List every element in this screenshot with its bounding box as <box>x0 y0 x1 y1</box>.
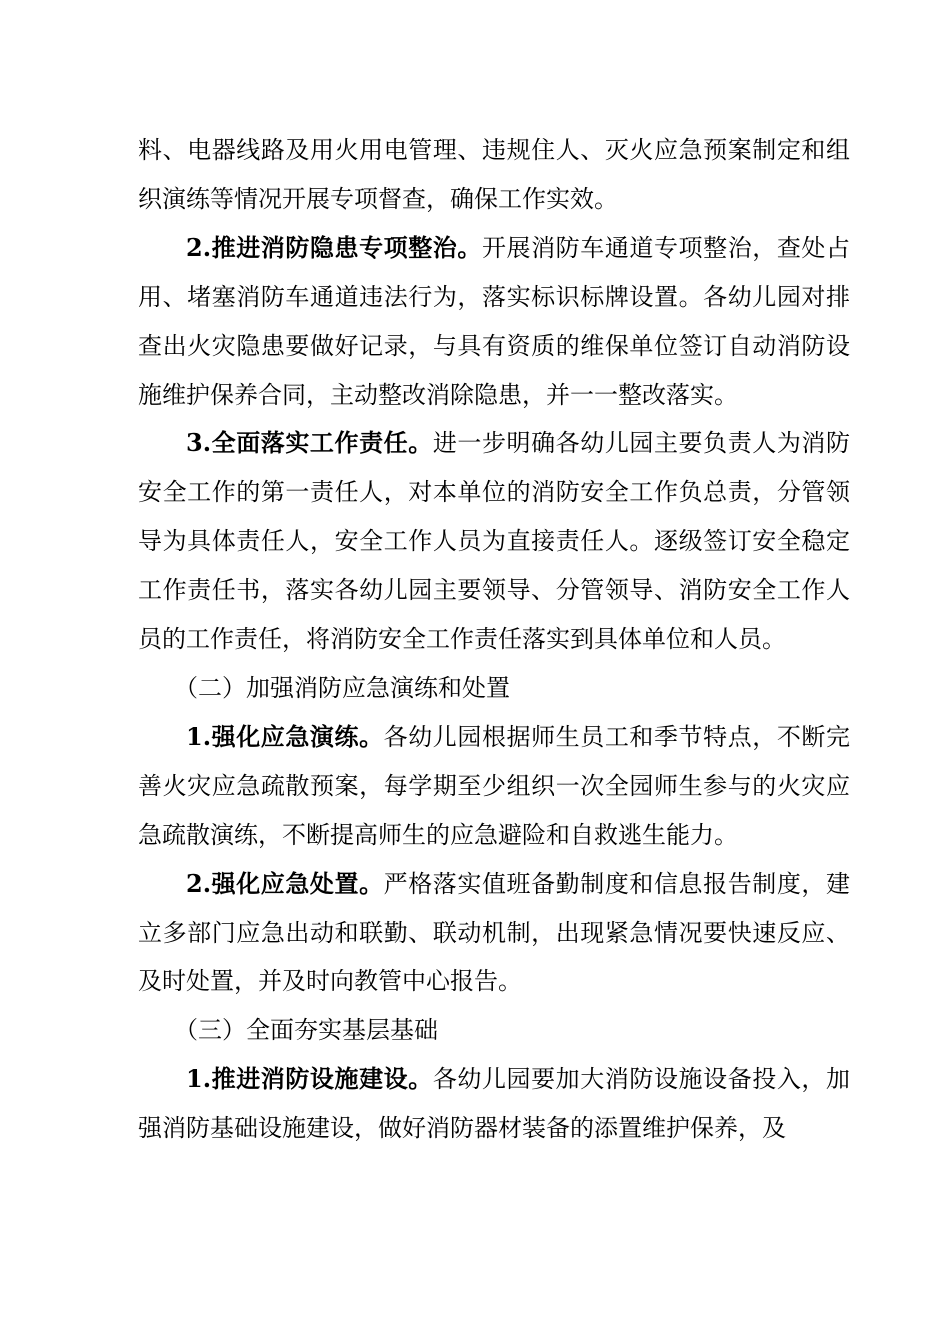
paragraph-fire-hazard-rectification <box>138 224 850 420</box>
section-heading-emergency: （二）加强消防应急演练和处置 <box>174 673 510 702</box>
paragraph-lead: 2.强化应急处置。 <box>186 868 384 898</box>
paragraph-work-responsibility <box>138 419 850 664</box>
paragraph-text: 严格落实值班备勤制度和信息报告制度，建立多部门应急出动和联勤、联动机制，出现紧急情况要快速反应、及时处置，并及时向教管中心报告。 <box>138 869 850 996</box>
paragraph-text: 料、电器线路及用火用电管理、违规住人、灭火应急预案制定和组织演练等情况开展专项督查，确保工作实效。 <box>138 136 850 213</box>
paragraph-lead: 3.全面落实工作责任。 <box>186 428 433 458</box>
paragraph-text: 进一步明确各幼儿园主要负责人为消防安全工作的第一责任人，对本单位的消防安全工作负总责，分管领导为具体责任人，安全工作人员为直接责任人。逐级签订安全稳定工作责任书，落实各幼儿园主要领导、分管领导、消防安全工作人员的工作责任，将消防安全工作责任落实到具体单位和人员。 <box>138 429 851 654</box>
paragraph-text: 各幼儿园根据师生员工和季节特点，不断完善火灾应急疏散预案，每学期至少组织一次全园师生参与的火灾应急疏散演练，不断提高师生的应急避险和自救逃生能力。 <box>138 722 850 849</box>
document-body <box>138 126 850 1153</box>
paragraph-text: 开展消防车通道专项整治，查处占用、堵塞消防车通道违法行为，落实标识标牌设置。各幼儿园对排查出火灾隐患要做好记录，与具有资质的维保单位签订自动消防设施维护保养合同，主动整改消除隐患，并一一整改落实。 <box>138 233 850 409</box>
paragraph-text: 各幼儿园要加大消防设施设备投入，加强消防基础设施建设，做好消防器材装备的添置维护保养，及 <box>138 1065 851 1143</box>
paragraph-lead: 1.强化应急演练。 <box>186 721 384 751</box>
paragraph-lead: 1.推进消防设施建设。 <box>186 1064 433 1094</box>
section-heading-foundation: （三）全面夯实基层基础 <box>174 1016 438 1045</box>
paragraph-lead: 2.推进消防隐患专项整治。 <box>186 232 482 262</box>
paragraph-emergency-drill <box>138 713 850 860</box>
paragraph-continuation <box>138 126 850 224</box>
paragraph-emergency-response <box>138 860 850 1007</box>
paragraph-facility-construction <box>138 1055 850 1153</box>
